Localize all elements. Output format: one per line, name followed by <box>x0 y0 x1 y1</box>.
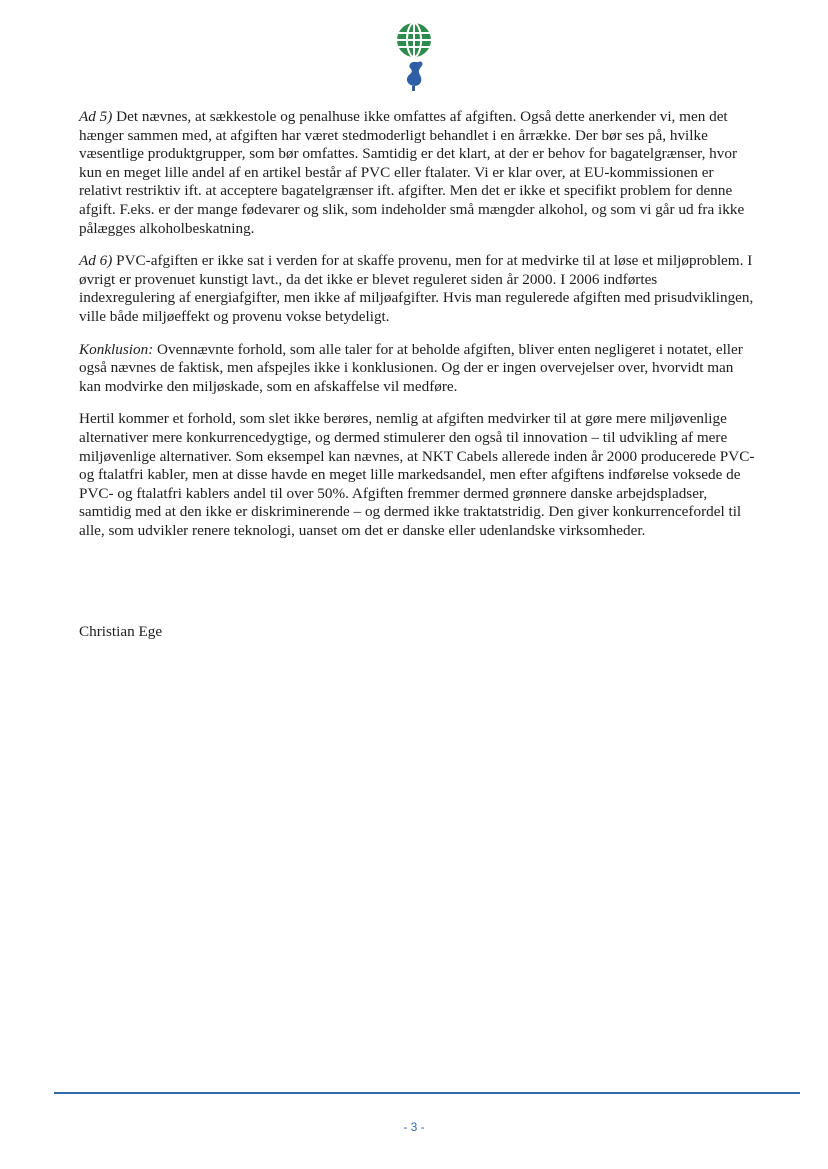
organization-logo <box>390 20 438 92</box>
paragraph-conclusion: Konklusion: Ovennævnte forhold, som alle taler for at beholde afgiften, bliver enten negligeret i notatet, eller også nævnes de faktisk, men afspejles ikke i konklusionen. Og der er ingen overvejelser over, hvorvidt man kan modvirke den miljøskade, som en afskaffelse vil medføre. <box>79 340 743 395</box>
globe-icon <box>397 23 431 57</box>
page-number: - 3 - <box>403 1120 425 1134</box>
footer-divider <box>54 1092 800 1094</box>
signature-name: Christian Ege <box>79 623 163 640</box>
letter-body <box>79 108 757 554</box>
paragraph-ad6: Ad 6) PVC-afgiften er ikke sat i verden for at skaffe provenu, men for at medvirke til at løse et miljøproblem. I øvrigt er provenuet kunstigt lavt., da det ikke er blevet reguleret siden år 2000. I 2006 indførtes indexregulering af energiafgifter, men ikke af miljøafgifter. Hvis man regulerede afgiften med prisudviklingen, ville både miljøeffekt og provenu vokse betydeligt. <box>79 252 754 325</box>
paragraph-ad5: Ad 5) Det nævnes, at sækkestole og penalhuse ikke omfattes af afgiften. Også dette anerkender vi, men det hænger sammen med, at afgiften har været stedmoderligt behandlet i en årrække. Der bør ses på, hvilke væsentlige produktgrupper, som bør omfattes. Samtidig er det klart, at der er behov for bagatelgrænser, hvor kun en meget lille andel af en artikel består af PVC eller ftalater. Vi er klar over, at EU-kommissionen er relativt restriktiv ift. at acceptere bagatelgrænser ift. afgifter. Men det er ikke et specifikt problem for denne afgift. F.eks. er der mange fødevarer og slik, som indeholder små mængder alkohol, og som vi går ud fra ikke pålægges alkoholbeskatning. <box>79 108 745 237</box>
bird-icon <box>407 62 423 92</box>
paragraph-additional: Hertil kommer et forhold, som slet ikke berøres, nemlig at afgiften medvirker til at gøre mere miljøvenlige alternativer mere konkurrencedygtige, og dermed stimulerer den også til innovation – til udvikling af mere miljøvenlige alternativer. Som eksempel kan nævnes, at NKT Cabels allerede inden år 2000 producerede PVC- og ftalatfri kabler, men at disse havde en meget lille markedsandel, men efter afgiftens indførelse voksede de PVC- og ftalatfri kablers andel til over 50%. Afgiften fremmer dermed grønnere danske arbejdspladser, samtidig med at den ikke er diskriminerende – og dermed ikke traktatstridig. Den giver konkurrencefordel til alle, som udvikler renere teknologi, uanset om det er danske eller udenlandske virksomheder. <box>79 410 755 539</box>
